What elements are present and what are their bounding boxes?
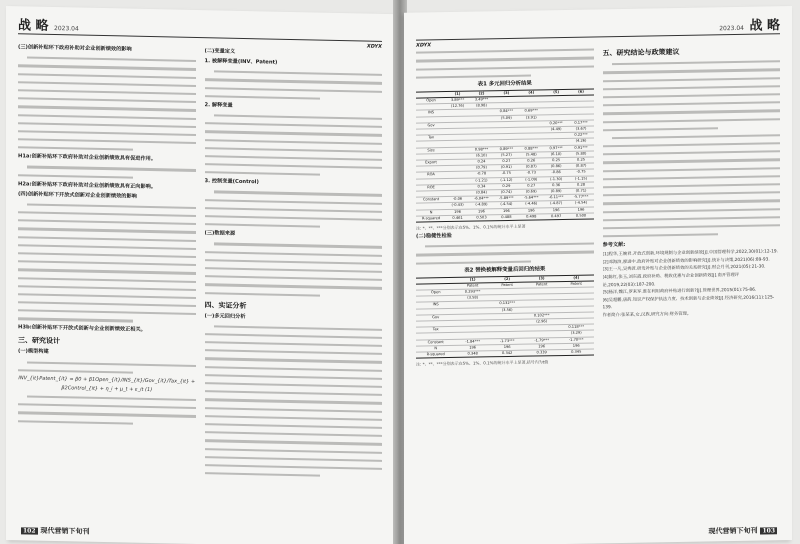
table-cell: 0.118*** [559,324,594,331]
table-cell: 0.25 [569,157,594,164]
table-cell: (-1.30) [544,176,569,183]
table-header-cell: (5) [544,89,569,96]
table-cell: N [416,209,446,216]
table-cell: (-1.15) [569,176,594,183]
table-cell: (0.89) [544,188,569,195]
table-cell: -1.79*** [524,337,559,344]
table-cell: 196 [455,345,490,352]
section-title: 五、研究结论与政策建议 [602,46,680,58]
table-cell: INS [416,110,446,117]
page-number: 103 [762,527,775,535]
column-2 [603,42,781,521]
table-cell: 0.498 [519,214,544,221]
table-cell: INS [416,302,455,309]
table-cell: -0.75 [569,169,594,176]
table-cell: 0.29 [494,183,519,190]
reference-item: [3]王一凡,吴秀波.研发补贴与企业创新绩效的关系研究[J].财会月刊,2021(05):21-30. [602,264,766,273]
author-note: 作者简介:张某某,女,汉族,研究方向:财务管理。 [602,311,692,319]
table-cell: (-1.12) [494,177,519,184]
left-page [6,6,394,544]
table-cell: Patent [524,281,559,288]
table-cell: 0.345 [559,349,594,356]
table-cell: (0.87) [519,164,544,171]
page-header [416,12,780,49]
table-cell: (-4.54) [494,202,519,209]
table1-title: 表1 多元回归分析结果 [477,80,532,88]
table-cell: 0.17*** [569,120,594,127]
table-cell: 0.339 [524,350,559,357]
table-cell: 0.293*** [455,289,490,296]
reference-list [603,248,781,312]
table-cell: Patent [490,282,525,289]
table-cell: ROE [416,184,446,191]
table-cell: -5.64*** [519,195,544,202]
text-columns [18,42,382,526]
table-cell: Gov [416,122,446,129]
subsection-heading: (二)稳健性检验 [416,232,452,240]
table-cell: (5.80) [569,151,594,158]
table-cell: Export [416,160,446,167]
table-cell: 0.461 [446,215,469,222]
table-cell: 196 [469,208,494,215]
table-cell: (3.91) [519,114,544,121]
table2-note: 注: *、**、***分别表示在5%、1%、0.1%的统计水平上显著,括号内为t值 [416,359,549,367]
right-page [404,6,792,544]
table-cell: 0.34 [469,183,494,190]
table-cell: -0.86 [544,170,569,177]
table-cell: 0.89*** [494,146,519,153]
table-cell: 0.28 [569,182,594,189]
table-cell: -0.73 [519,170,544,177]
table-cell: (0.87) [569,163,594,170]
issue-date: 2023.04 [719,24,744,33]
subsection-heading: (一)多元回归分析 [204,312,246,320]
text-columns [416,42,780,524]
table-cell: N [416,345,455,352]
table-header-cell: (1) [446,91,469,98]
table-cell: (0.79) [469,165,494,172]
journal-mark: XDYX [416,42,432,49]
table-cell: 0.27 [494,158,519,165]
table-cell: 0.342 [490,350,525,357]
table-cell: (8.98) [469,103,494,110]
table-cell: -6.11*** [544,195,569,202]
table-cell: 0.102*** [524,312,559,319]
table-cell: 0.25 [544,157,569,164]
table-cell: 0.84*** [494,109,519,116]
table-cell: R-squared [416,215,446,222]
journal-name: 现代营销下旬刊 [40,525,90,536]
table-cell: 0.27 [519,183,544,190]
table-cell: (4.26) [569,138,594,145]
table-header-cell: (6) [569,89,594,96]
table-cell: (6.10) [544,151,569,158]
table-cell: (-4.46) [519,201,544,208]
variable-heading: 2. 解释变量 [204,101,233,109]
page-footer [18,525,90,536]
table-cell: 3.49*** [469,97,494,104]
table-header-cell: (4) [559,275,594,282]
table-cell: 0.503 [469,215,494,222]
table-cell: 196 [494,208,519,215]
column-2 [204,43,383,526]
table-cell: (12.76) [446,103,469,110]
table-cell: Open [416,97,446,104]
page-number: 102 [23,527,36,535]
table-cell: 0.488 [494,214,519,221]
reference-item: [2]邓海滨,廖进中.政府补贴对企业创新绩效的影响研究[J].统计与决策,2021(06):89-93. [602,257,770,266]
table-cell: 0.22*** [569,132,594,139]
section-title: 四、实证分析 [204,299,247,310]
table-cell: -1.84*** [455,338,490,345]
table-header-cell: (3) [524,275,559,282]
table-cell: -5.77*** [569,194,594,201]
table-header-cell: (3) [494,90,519,97]
table-cell: -5.89*** [494,195,519,202]
equation: INV_{it}Patent_{it} = β0 + β1Open_{it}/INS_{it}/Gov_{it}/Tax_{it} + β2Control_{it} + η_i + μ_t + ε_it (1) [18,375,196,393]
table-cell: 0.97*** [544,145,569,152]
table-cell: (0.84) [469,190,494,197]
variable-heading: 1. 被解释变量(INV、Patent) [204,58,278,66]
table-cell: 0.98*** [469,146,494,153]
table-cell: Patent [559,281,594,288]
table-cell: -0.75 [494,171,519,178]
table-cell: (-4.87) [544,201,569,208]
table-cell: 0.132*** [490,301,525,308]
table-cell: (4.49) [544,126,569,133]
journal-brand: 战 略 [18,18,49,34]
table-cell: (3.67) [569,126,594,133]
table-cell: (-1.21) [469,177,494,184]
table-cell: 0.91*** [569,145,594,152]
table-cell: (3.58) [455,295,490,302]
table-cell: 0.497 [544,213,569,220]
column-1 [416,45,594,524]
table-cell: (0.86) [544,164,569,171]
table-cell: 0.24 [469,159,494,166]
hypothesis-text: H1a:创新补贴环下政府补助对企业创新绩效具有促进作用。 [18,153,157,163]
reference-item: [6]吴超鹏,唐菂.知识产权保护执法力度、技术创新与企业绩效[J].经济研究,2016(11):125-139. [602,294,775,311]
table-cell: Patent [455,283,490,290]
table-cell: (3.56) [490,307,525,314]
table-cell: (5.09) [494,115,519,122]
table-header-cell: (4) [519,90,544,97]
table-cell: (0.91) [494,164,519,171]
table-cell: Size [416,147,446,154]
hypothesis-text: H3b:创新补贴环下开放式创新与企业创新绩效正相关。 [18,324,146,334]
column-1 [18,42,196,522]
table-cell: (-4.89) [469,202,494,209]
reference-item: [5]杨洋,魏江,罗来军.谁在利用政府补贴进行创新?[J].管理世界,2015(01):75-86. [602,287,757,296]
table-cell: (5.27) [494,152,519,159]
journal-name: 现代营销下旬刊 [708,525,758,536]
table-cell: (-1.09) [519,176,544,183]
table-cell: (-4.54) [569,200,594,207]
section-heading: (四)创新补贴环下开放式创新对企业创新绩效的影响 [18,190,137,200]
table-cell: 196 [490,344,525,351]
table-cell: R-squared [416,351,455,358]
table-cell: -1.73*** [490,338,525,345]
table-cell: 196 [569,207,594,214]
table-cell: 196 [544,207,569,214]
table-cell: 0.500 [569,213,594,220]
table-cell: -0.78 [469,171,494,178]
table-cell: 0.348 [455,351,490,358]
table-cell: 0.36 [544,182,569,189]
table-cell: (2.96) [524,319,559,326]
table-cell: ROA [416,172,446,179]
table-cell: 3.89*** [446,97,469,104]
section-heading: (三)创新补贴环下政府补助对企业创新绩效的影响 [18,44,132,53]
regression-table-1 [416,88,594,222]
table-cell: (3.29) [559,330,594,337]
journal-brand: 战 略 [749,18,780,34]
table-cell: 0.20*** [544,120,569,127]
table-cell: 0.69*** [519,108,544,115]
section-title: 三、研究设计 [18,335,60,346]
table-cell: 196 [446,209,469,216]
table-cell: -6.04*** [469,196,494,203]
subsection-heading: (一)模型构建 [18,348,49,356]
table-cell: (0.71) [569,188,594,195]
table-cell: Tax [416,135,446,142]
table-cell: 196 [524,343,559,350]
subsection-heading: (三)数据来源 [204,230,236,237]
table-cell: -1.70*** [559,337,594,344]
table-cell: (0.69) [519,189,544,196]
table-cell: 0.26 [519,158,544,165]
table-cell: Constant [416,197,446,204]
journal-mark: XDYX [366,43,382,50]
table-cell: (6.10) [469,152,494,159]
regression-table-2 [416,274,594,359]
page-footer [708,525,780,536]
table-cell: Open [416,289,455,296]
table-cell: (5.48) [519,152,544,159]
reference-item: [1]程华,王婉君.开放式创新,环境规制与企业创新绩效[J].中国管理科学,2022,30(01):12-19. [602,249,778,258]
table-cell: Tax [416,327,455,334]
table-header-cell: (2) [469,90,494,97]
table-cell: (0.74) [494,189,519,196]
table-cell: -0.06 [446,196,469,203]
table-header-cell: (2) [490,276,525,283]
hypothesis-text: H2a:创新补贴环下政府补助对企业创新绩效具有正向影响。 [18,180,157,190]
table-cell: Constant [416,339,455,346]
table-cell: 196 [559,343,594,350]
table1-note: 注: *、**、***分别表示在5%、1%、0.1%的统计水平上显著 [416,223,526,231]
table-cell: 0.88*** [519,145,544,152]
reference-item: [4]陈红,张玉,刘东霞.政府补助、税收优惠与企业创新绩效[J].南开管理评论,2019,22(03):187-200. [602,272,739,288]
variable-heading: 3. 控制变量(Control) [204,178,259,186]
subsection-heading: (二)变量定义 [204,48,236,55]
table-header-cell: (1) [455,276,490,283]
table-cell: 196 [519,207,544,214]
issue-date: 2023.04 [54,25,79,33]
table-cell: Gov [416,314,455,321]
table-cell: (-0.43) [446,203,469,210]
references-heading: 参考文献: [602,242,626,249]
table2-title: 表2 替换被解释变量后回归的结果 [464,265,546,274]
